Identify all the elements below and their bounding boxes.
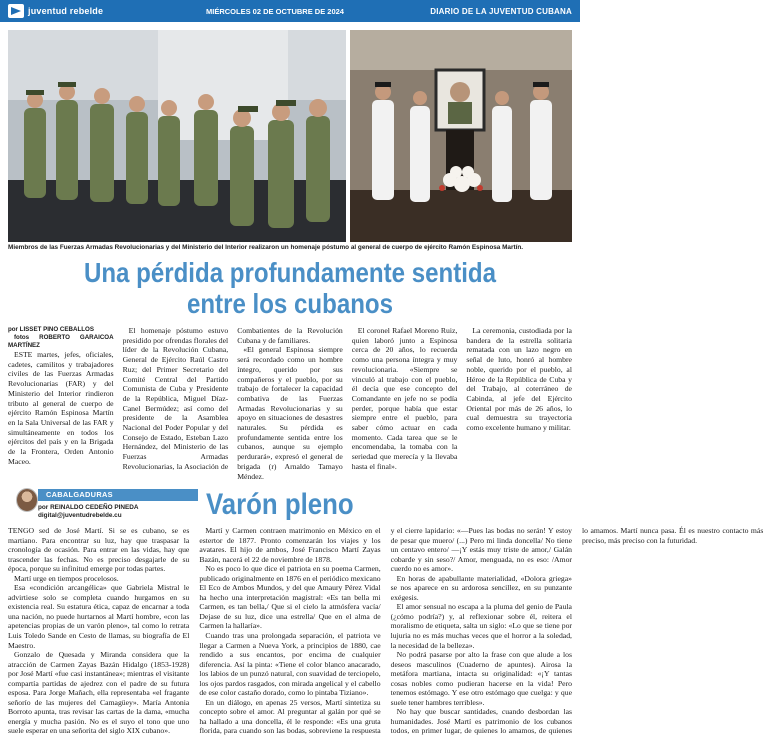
byline-author: por LISSET PINO CEBALLOS (8, 326, 94, 333)
column-paragraph: No podrá pasarse por alto la frase con que alude a los deseos masculinos (Cuaderno de apuntes). Airosa la metáfora martiana, intacta su originalidad: «¡Y tantas cosas nobles como pudieran hacerse en la vida! Pero tenemos estómago. Y ese otro estómago que cuelga: y que suele tener hambres terribles». (390, 650, 572, 707)
newspaper-tagline: DIARIO DE LA JUVENTUD CUBANA (430, 6, 572, 16)
column-paragraph: En horas de apabullante materialidad, «Dolora griega» se nos aparece en su ardorosa sencillez, en su punzante exégesis. (390, 573, 572, 602)
author-avatar (16, 488, 38, 512)
article-paragraph: El homenaje póstumo estuvo presidido por ofrendas florales del líder de la Revolución Cubana, General de Ejército Raúl Castro Ruz; del Primer Secretario del Comité Central del Partido Comunista de Cuba y Presidente de la República, Miguel Díaz-Canel Bermúdez; así como del presidente de la Asamblea Nacional del Poder Popular y del Consejo de Estado, Esteban Lazo Hernández, del Ministerio de las Fuerzas Armadas Revolucionarias, la Asociación de Combatientes de la Revolución Cubana y de familiares. (122, 326, 343, 471)
column-paragraph: No hay que buscar santidades, cuando desbordan las humanidades. José Martí es patrimonio de los cubanos todos, en primer lugar, de quienes lo amamos, de quienes lo amamos. Martí nunca pasa. Él es nuestro contacto más preciso, más preciso con la futuridad. (390, 526, 763, 736)
ceremony-photo-left (8, 30, 346, 242)
article-body (8, 326, 572, 482)
article-paragraph: El coronel Rafael Moreno Ruiz, quien laboró junto a Espinosa cerca de 20 años, lo recuerda como una persona íntegra y muy revolucionaria. «Siempre se vinculó al trabajo con el pueblo, él decía que ese concepto del Comandante en jefe no se podía perder, porque había que estar siempre entre el pueblo, para saber cómo actuar en cada momento. Cada tarea que se le encomendaba, la tomaba con la seriedad que merecía y la llevaba hasta el final». (351, 326, 458, 471)
newspaper-logo-icon (8, 4, 24, 18)
memorial-photo-right (350, 30, 572, 242)
top-banner (0, 0, 580, 22)
column-paragraph: Martí y Carmen contraen matrimonio en México en el estertor de 1877. Pronto comenzarán los viajes y los avatares. El hijo de ambos, José Francisco Martí Zayas Bazán, nacerá el 22 de noviembre de 1878. (199, 526, 381, 564)
brand[interactable] (0, 4, 170, 18)
column-paragraph: Cuando tras una prolongada separación, el patriota ve llegar a Carmen a Nueva York, a principios de 1880, cae rendido a sus encantos, por encima de cualquier diferencia. Así la pinta: «Tiene el color blanco anacarado, los labios de un punzó natural, con suavidad de terciopelo, los ojos pardos rasgados, con mirada angelical y el cabello de ese color castaño dorado, como lo pintaba Tiziano». (199, 631, 381, 698)
headline-line-1: Una pérdida profundamente sentida (83, 257, 497, 288)
column-paragraph: En un diálogo, en apenas 25 versos, Martí sintetiza su concepto sobre el amor. Al preguntar al galán por qué se ha hallado a una doncella, él le responde: «Es una gruta florida, para cuando son las bodas, sobreviene la respuesta y el cierre lapidario: «—Pues las bodas no serán! Y estoy de pesar que muero/ (...) Pero mi linda doncella/ No tiene un centavo entero/ —¡Y estás muy triste de amor,/ Galán cobarde y sin seso?/ Amor, menguada, no es eso: /Amor cuerdo no es amor». (199, 526, 572, 736)
column-paragraph: TENGO sed de José Martí. Si se es cubano, se es martiano. Para encontrar su luz, hay que traspasar la cronología de ocasión. Para entrar en las vidas, hay que trascender las fechas. No es preciso desgajarle de su época, porque su infinitud emerge por todas partes. (8, 526, 190, 574)
column-paragraph: Esa «condición arcangélica» que Gabriela Mistral le advirtiese solo se completa cuando hurgamos en su existencia real. Su estatura ética, capaz de encarnar a toda una nación, no puede hurtarnos al Martí hombre, «con las apetencias propias de un varón pleno», tal como lo retrata Luis Toledo Sande en Cesto de llamas, su biografía de El Maestro. (8, 583, 190, 650)
byline-photos: fotos ROBERTO GARAICOA MARTÍNEZ (8, 334, 114, 349)
article-headline (47, 257, 532, 319)
column-author: por REINALDO CEDEÑO PINEDA (38, 504, 139, 511)
column-title: Varón pleno (206, 488, 354, 521)
column-author-email[interactable]: digital@juventudrebelde.cu (38, 512, 122, 519)
issue-date: MIÉRCOLES 02 DE OCTUBRE DE 2024 (206, 6, 344, 16)
photo-caption: Miembros de las Fuerzas Armadas Revolucionarias y del Ministerio del Interior realizaron un homenaje póstumo al general de cuerpo de ejército Ramón Espinosa Martín. (8, 244, 524, 251)
headline-line-2: entre los cubanos (186, 288, 394, 319)
column-paragraph: El amor sensual no escapa a la pluma del genio de Paula (¿cómo podría?) y, al reflexionar sobre él, reitera el moralismo de etiqueta, salta un siglo: «Lo que se tiene por lujuria no es más muchas veces que el horror a la soledad, la necesidad de la belleza». (390, 602, 572, 650)
column-section-label[interactable]: CABALGADURAS (38, 489, 198, 501)
article-paragraph: La ceremonia, custodiada por la bandera de la estrella solitaria rematada con un lazo negro en señal de luto, honró al hombre noble, querido por el pueblo, al Héroe de la República de Cuba y del Trabajo, al coterráneo de Cabinda, al jefe del Ejército Oriental por más de 26 años, lo cual demuestra su trayectoria como excelente humano y militar. (466, 326, 572, 433)
column-paragraph: Martí urge en tiempos procelosos. (14, 573, 119, 583)
article-paragraph: «El general Espinosa siempre será recordado como un hombre íntegro, querido por sus compañeros y el pueblo, por su trabajo de fortalecer la capacidad combativa de las Fuerzas Armadas Revolucionarias y su apoyo en situaciones de desastres naturales. Su pérdida es profundamente sentida entre los cubanos, aunque su ejemplo perdurará», expresó el general de brigada (r) Arnaldo Tamayo Méndez. (237, 345, 343, 481)
column-body (8, 526, 763, 738)
column-paragraph: Gonzalo de Quesada y Miranda considera que la atracción de Carmen Zayas Bazán Hidalgo (1853-1928) por José Martí «fue casi instantánea»; mientras el visitante compartía partidas de ajedrez con el padre de su futura esposa. Para Jorge Mañach, ella representaba «el fragante señorío de las mujeres del Camagüey». María Antonia Borroto apunta, tras revisar las cartas de la dama, «mucha energía y mucha pasión. No es el suyo el tono que uno suele esperar en una señorita del siglo XIX cubano». (8, 650, 190, 736)
column-paragraph: No es poco lo que dice el patriota en su poema Carmen, publicado originalmente en 1876 en el periódico mexicano El Eco de Ambos Mundos, y del que Amaury Pérez Vidal ha hecho una interpretación magistral: «Es tan bella mi Carmen, es tan bella,/ Que si el cielo la atmósfera vacía/ Dejase de su luz, dice una estrella/ Que en el alma de Carmen la hallaría». (199, 564, 381, 631)
article-paragraph: ESTE martes, jefes, oficiales, cadetes, camilitos y trabajadores civiles de las Fuerzas Armadas Revolucionarias (FAR) y del Ministerio del Interior rindieron tributo al general de cuerpo de ejército Ramón Espinosa Martín en la Sala Universal de las FAR y simultáneamente en todos los ejércitos del país y en la Brigada de la Frontera, Orden Antonio Maceo. (8, 350, 114, 466)
brand-name: juventud rebelde (28, 6, 104, 16)
